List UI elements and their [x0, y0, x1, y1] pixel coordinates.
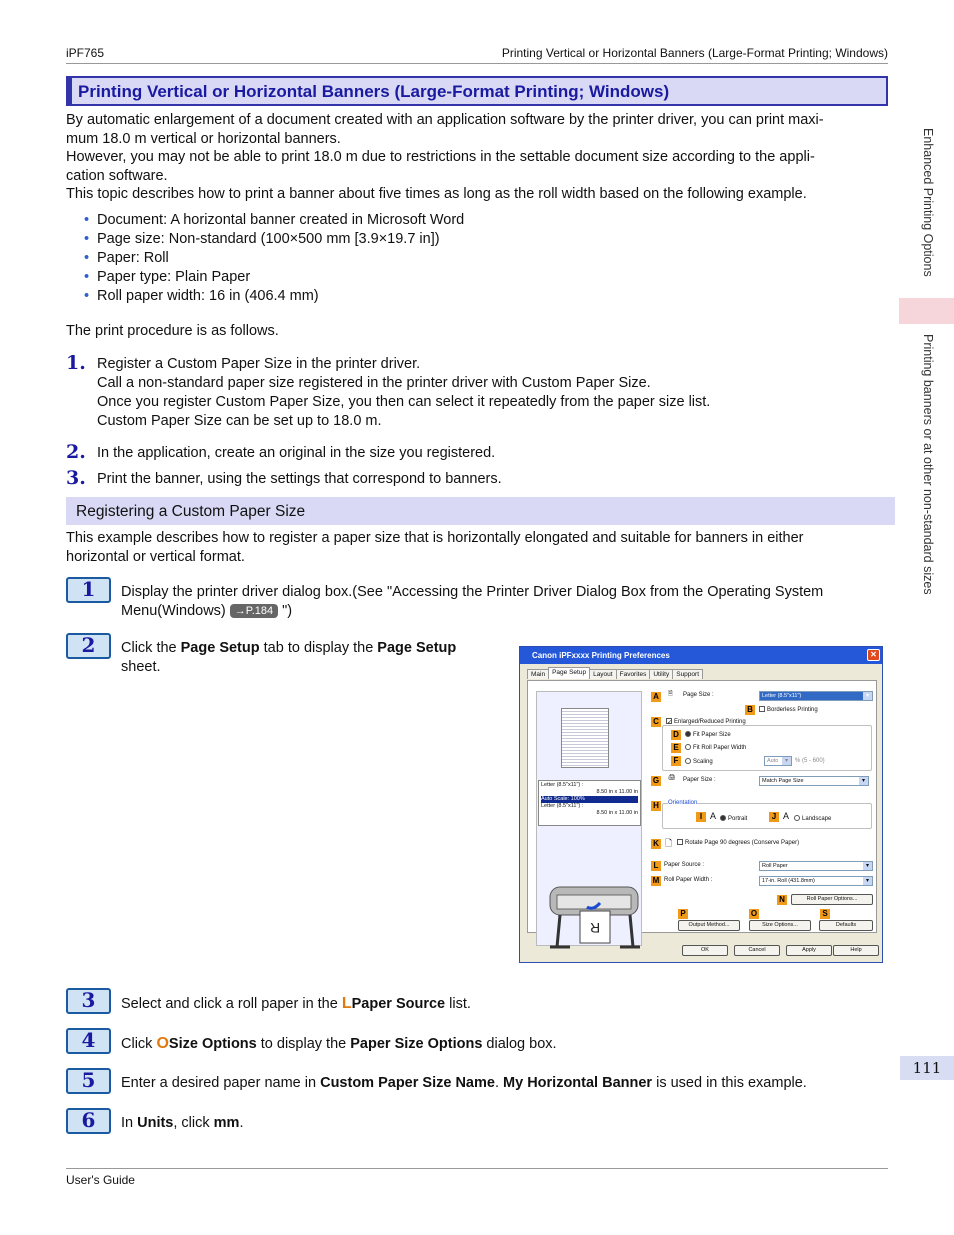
preview-pane [536, 691, 642, 946]
step-number-2: 2 [66, 633, 111, 659]
callout-tag: O [156, 1035, 169, 1052]
landscape-radio[interactable] [794, 815, 831, 822]
header-product: iPF765 [66, 46, 105, 60]
footer-text: User's Guide [66, 1173, 135, 1187]
intro-line: cation software. [66, 167, 168, 184]
step-keyword: mm [213, 1115, 240, 1131]
cancel-button[interactable]: Cancel [734, 945, 780, 956]
step-text: dialog box. [482, 1036, 557, 1052]
help-button[interactable]: Help [833, 945, 879, 956]
callout-label: F [671, 756, 681, 766]
step-text: to display the [256, 1036, 351, 1052]
portrait-icon: A [710, 811, 717, 821]
enlarged-checkbox[interactable]: ✓ Enlarged/Reduced Printing [667, 719, 746, 726]
preview-info-line: 8.50 in x 11.00 in [596, 810, 638, 816]
page-number: 111 [900, 1056, 954, 1080]
callout-label: H [651, 801, 661, 811]
svg-text:R: R [589, 920, 601, 936]
paper-source-dropdown[interactable]: Roll Paper ▾ [759, 861, 873, 871]
callout-label: O [750, 909, 758, 918]
subsection-description [66, 529, 881, 566]
step-keyword: Size Options [168, 1036, 257, 1052]
step-text: Click the [121, 640, 181, 656]
fit-paper-radio[interactable] [685, 731, 731, 738]
rotate-icon: 🗋 [665, 838, 673, 848]
borderless-label: Borderless Printing [767, 707, 818, 713]
step-text: Enter a desired paper name in [121, 1075, 321, 1091]
description-line: This example describes how to register a paper size that is horizontally elongated and suitable for banners in either [66, 530, 804, 546]
step-text: is used in this example. [652, 1075, 807, 1091]
callout-label: S [820, 909, 830, 919]
description-line: horizontal or vertical format. [66, 548, 245, 565]
step-text: list. [445, 996, 471, 1012]
section-title-bar [66, 76, 888, 106]
rotate-label: Rotate Page 90 degrees (Conserve Paper) [685, 840, 800, 846]
step-keyword: Units [137, 1115, 174, 1131]
step-keyword: Paper Source [351, 996, 446, 1012]
step-keyword: My Horizontal Banner [503, 1075, 653, 1091]
side-marker [899, 298, 954, 324]
list-item: • Document: A horizontal banner created in Microsoft Word [84, 211, 464, 230]
callout-label: C [651, 717, 661, 727]
step-text: , click [173, 1115, 214, 1131]
intro-line: mum 18.0 m vertical or horizontal banners. [66, 130, 341, 147]
step-keyword: Page Setup [180, 640, 260, 656]
callout-label: N [777, 895, 787, 905]
step-text: Select and click a roll paper in the [121, 996, 342, 1012]
procedure-number: 1. [66, 352, 86, 374]
roll-paper-options-button[interactable]: Roll Paper Options... [791, 894, 873, 905]
paper-size-icon: 🖨 [668, 775, 676, 781]
size-options-button[interactable]: Size Options... [749, 920, 811, 931]
tab-main[interactable]: Main [527, 669, 549, 679]
landscape-icon: A [783, 811, 790, 821]
callout-label: P [678, 909, 688, 919]
subsection-title: Registering a Custom Paper Size [76, 503, 306, 520]
header-chapter-title: Printing Vertical or Horizontal Banners (Large-Format Printing; Windows) [501, 46, 888, 60]
step-keyword: Paper Size Options [350, 1036, 483, 1052]
callout-label: M [652, 876, 660, 885]
tab-layout[interactable]: Layout [589, 669, 617, 679]
fit-paper-label: Fit Paper Size [693, 732, 731, 738]
procedure-step-2: In the application, create an original in the size you registered. [97, 445, 496, 461]
step-text: Menu(Windows) [121, 603, 226, 619]
step-text: . [494, 1075, 504, 1091]
step-text: In [121, 1115, 138, 1131]
tab-utility[interactable]: Utility [649, 669, 673, 679]
side-chapter-tab [921, 128, 935, 288]
portrait-radio[interactable] [720, 815, 747, 822]
procedure-line: Custom Paper Size can be set up to 18.0 m. [97, 413, 382, 429]
tab-favorites[interactable]: Favorites [616, 669, 651, 679]
side-section-label: Printing banners or at other non-standard sizes [921, 334, 935, 595]
step-number-4: 4 [66, 1028, 111, 1054]
step-number-1: 1 [66, 577, 111, 603]
procedure-step-3: Print the banner, using the settings that correspond to banners. [97, 471, 502, 487]
tab-page-setup[interactable]: Page Setup [548, 667, 590, 679]
procedure-number: 2. [66, 441, 86, 463]
ok-button[interactable]: OK [682, 945, 728, 956]
preview-info-line: Auto Scale: 100% [541, 796, 638, 803]
roll-width-label: Roll Paper Width : [664, 877, 713, 883]
step-6-text [121, 1114, 243, 1133]
enlarged-label: Enlarged/Reduced Printing [674, 719, 746, 725]
callout-label: K [651, 839, 661, 849]
procedure-line: Call a non-standard paper size registered in the printer driver with Custom Paper Size. [97, 375, 651, 391]
procedure-number: 3. [66, 467, 86, 489]
dialog-title: Canon iPFxxxx Printing Preferences [532, 651, 670, 660]
step-text: Click [121, 1036, 157, 1052]
step-text: sheet. [121, 659, 161, 675]
apply-button[interactable]: Apply [786, 945, 832, 956]
scaling-label: Scaling [693, 759, 713, 765]
list-item: • Roll paper width: 16 in (406.4 mm) [84, 287, 464, 306]
paper-size-label: Paper Size : [683, 777, 716, 783]
procedure-step-1 [97, 355, 710, 431]
orientation-label: Orientation [668, 800, 698, 806]
list-item: • Paper type: Plain Paper [84, 268, 464, 287]
step-keyword: Custom Paper Size Name [320, 1075, 495, 1091]
page-size-dropdown[interactable]: Letter (8.5"x11") ▾ [759, 691, 873, 701]
portrait-label: Portrait [728, 816, 748, 822]
callout-label: L [651, 861, 661, 871]
step-1-text [121, 583, 881, 621]
borderless-checkbox[interactable] [759, 706, 818, 713]
procedure-line: Once you register Custom Paper Size, you then can select it repeatedly from the paper size list. [97, 394, 711, 410]
scaling-input[interactable]: Auto ▾ [764, 756, 792, 766]
procedure-line: Register a Custom Paper Size in the printer driver. [97, 356, 421, 372]
section-title: Printing Vertical or Horizontal Banners (Large-Format Printing; Windows) [78, 82, 670, 101]
page-preview [561, 708, 609, 768]
preview-info-line: Letter (8.5"x11") : [541, 782, 584, 788]
step-2-text [121, 639, 491, 677]
preview-info-line: Letter (8.5"x11") : [541, 803, 584, 809]
fit-roll-label: Fit Roll Paper Width [693, 745, 747, 751]
page-reference-link[interactable]: →P.184 [230, 604, 278, 618]
list-item: • Paper: Roll [84, 249, 464, 268]
landscape-label: Landscape [802, 816, 832, 822]
intro-paragraph [66, 111, 881, 204]
step-number-6: 6 [66, 1108, 111, 1134]
printing-preferences-dialog [519, 646, 883, 963]
callout-label: E [671, 743, 681, 753]
paper-source-label: Paper Source : [664, 862, 705, 868]
callout-label: G [652, 776, 660, 785]
step-text: Display the printer driver dialog box.(See "Accessing the Printer Driver Dialog Box from the Operating System [121, 584, 824, 600]
page-size-icon: 🗎 [668, 691, 673, 697]
step-number-5: 5 [66, 1068, 111, 1094]
side-section-tab [921, 334, 935, 624]
step-5-text [121, 1074, 807, 1093]
step-text: ") [278, 603, 293, 619]
callout-label: J [769, 812, 779, 822]
step-3-text [121, 994, 471, 1014]
scaling-range: % (5 - 600) [795, 758, 825, 764]
callout-tag: L [341, 995, 352, 1012]
intro-line: However, you may not be able to print 18.0 m due to restrictions in the settable document size according to the appli- [66, 149, 815, 165]
rotate-checkbox[interactable] [677, 839, 799, 846]
orientation-group [662, 803, 872, 829]
procedure-intro: The print procedure is as follows. [66, 323, 279, 339]
example-list [84, 211, 464, 306]
header-divider [66, 63, 888, 64]
page-setup-panel [527, 680, 877, 936]
side-chapter-label: Enhanced Printing Options [921, 128, 935, 277]
intro-line: This topic describes how to print a banner about five times as long as the roll width based on the following example. [66, 186, 807, 202]
output-method-button[interactable]: Output Method... [678, 920, 740, 931]
callout-label: A [651, 692, 661, 702]
paper-size-dropdown[interactable]: Match Page Size ▾ [759, 776, 869, 786]
tab-support[interactable]: Support [672, 669, 703, 679]
fit-roll-radio[interactable] [685, 744, 746, 751]
roll-width-dropdown[interactable]: 17-in. Roll (431.8mm) ▾ [759, 876, 873, 886]
scaling-radio[interactable] [685, 758, 713, 765]
close-icon[interactable]: ✕ [867, 649, 880, 661]
printer-illustration [545, 867, 645, 952]
step-text: tab to display the [259, 640, 378, 656]
page-size-label: Page Size : [683, 692, 714, 698]
step-text: . [239, 1115, 244, 1131]
dialog-titlebar [520, 647, 882, 664]
step-4-text [121, 1034, 557, 1054]
step-number-3: 3 [66, 988, 111, 1014]
defaults-button[interactable]: Defaults [819, 920, 873, 931]
callout-label: D [671, 730, 681, 740]
subsection-bar [66, 497, 895, 525]
callout-label: I [696, 812, 706, 822]
step-keyword: Page Setup [377, 640, 457, 656]
preview-info-line: 8.50 in x 11.00 in [596, 789, 638, 795]
footer-divider [66, 1168, 888, 1169]
callout-label: B [745, 705, 755, 715]
list-item: • Page size: Non-standard (100×500 mm [3.9×19.7 in]) [84, 230, 464, 249]
intro-line: By automatic enlargement of a document created with an application software by the printer driver, you can print maxi- [66, 112, 824, 128]
preview-info [538, 780, 641, 826]
